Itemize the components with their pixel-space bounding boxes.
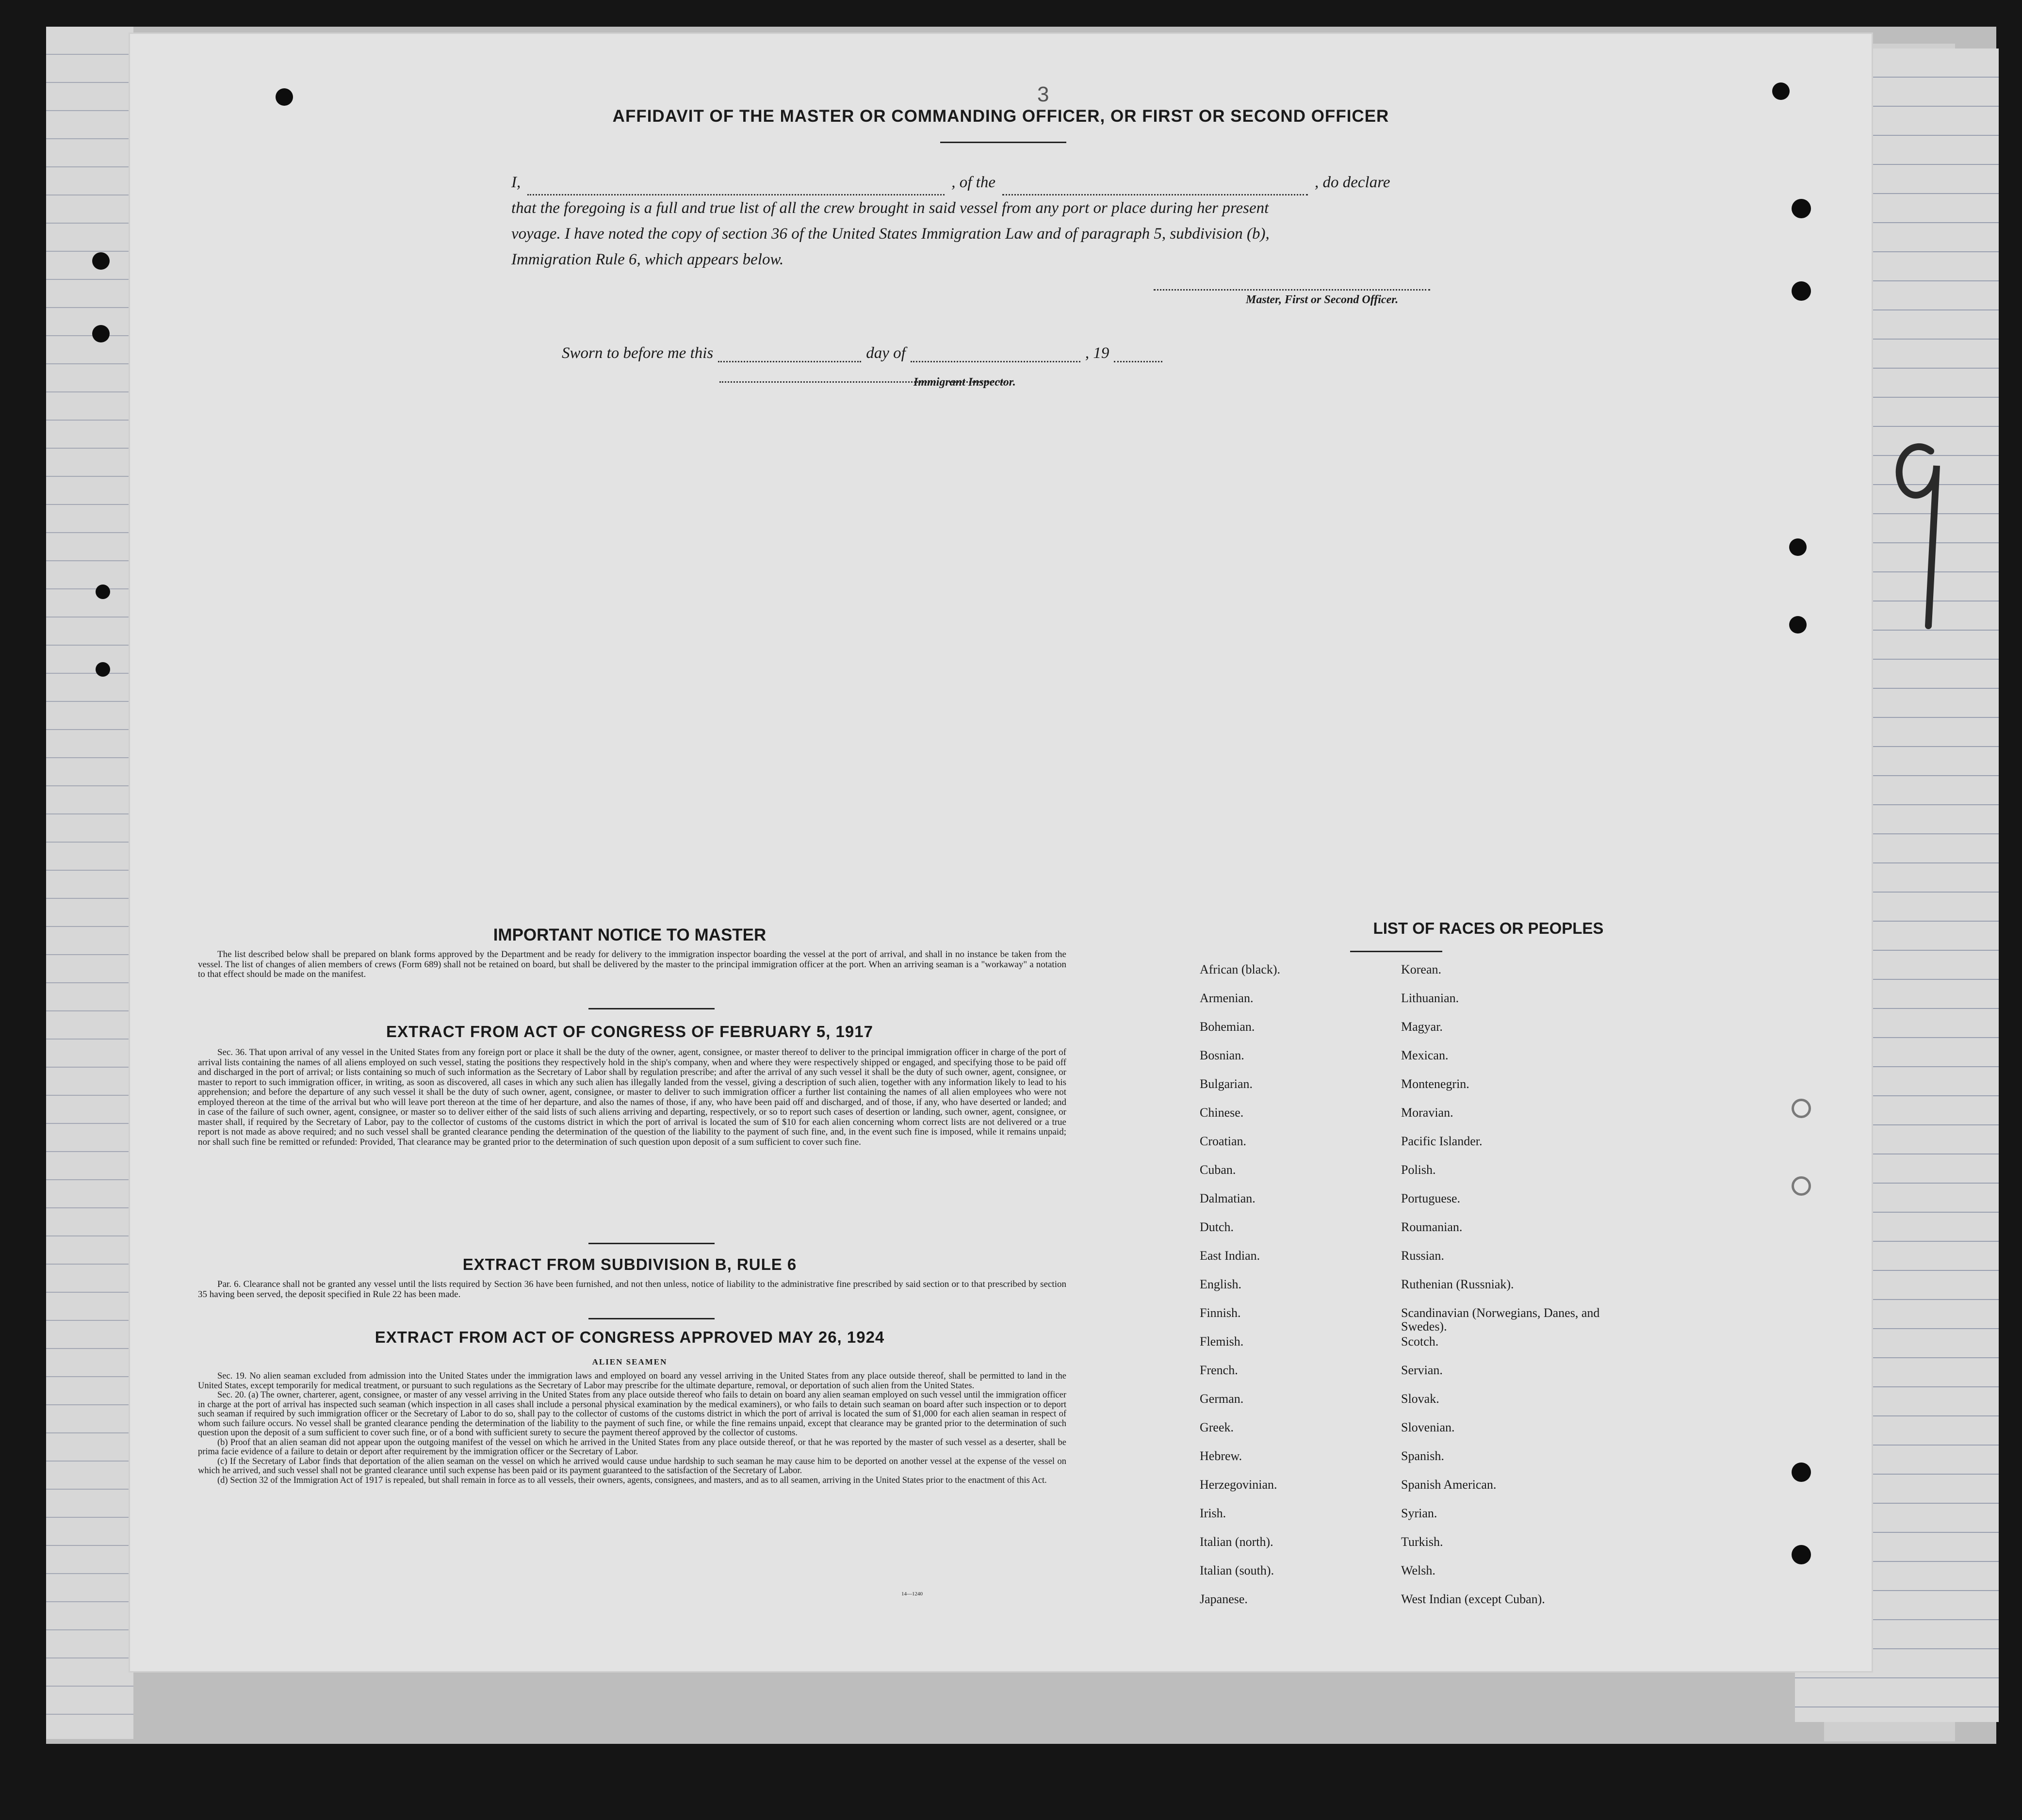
punch-hole <box>92 252 110 270</box>
extract-rule6-title: EXTRACT FROM SUBDIVISION B, RULE 6 <box>462 1255 797 1273</box>
punch-hole <box>1772 82 1790 100</box>
race-item: Hebrew. <box>1200 1449 1242 1463</box>
master-signature-label: Master, First or Second Officer. <box>1246 293 1399 306</box>
punch-hole <box>276 88 293 106</box>
race-item: African (black). <box>1200 962 1281 976</box>
vessel-name-blank[interactable] <box>1002 179 1308 195</box>
extract-rule6-body: Par. 6. Clearance shall not be granted any vessel until the lists required by Section 36 have been furnished, and not then unless, notice of liability to the administrative fine prescribed by said section or to that prescribed by section 35 having been served, the deposit specified in Rule 22 has been made. <box>198 1279 1066 1300</box>
race-item: Greek. <box>1200 1420 1234 1434</box>
punch-hole <box>1792 1176 1811 1196</box>
sworn-month-blank[interactable] <box>911 348 1080 362</box>
race-item: Russian. <box>1401 1249 1444 1263</box>
race-item: French. <box>1200 1363 1238 1377</box>
declaration-start: I, <box>511 174 521 191</box>
extract-1924-title: EXTRACT FROM ACT OF CONGRESS APPROVED MAY 26, 1924 <box>375 1328 885 1346</box>
punch-hole <box>1789 616 1807 634</box>
inspector-label: Immigrant Inspector. <box>913 376 1016 389</box>
race-item: Italian (south). <box>1200 1563 1274 1577</box>
race-item: Bosnian. <box>1200 1048 1244 1062</box>
master-signature-blank[interactable] <box>1154 276 1430 291</box>
race-item: Croatian. <box>1200 1134 1247 1148</box>
race-item: Scandinavian (Norwegians, Danes, and Swedes). <box>1401 1306 1600 1333</box>
sworn-year: , 19 <box>1085 344 1109 362</box>
race-item: Chinese. <box>1200 1105 1244 1120</box>
race-item: Finnish. <box>1200 1306 1241 1320</box>
race-item: English. <box>1200 1277 1241 1291</box>
race-item: Spanish American. <box>1401 1478 1497 1492</box>
race-item: Japanese. <box>1200 1592 1248 1606</box>
race-item: Dutch. <box>1200 1220 1234 1234</box>
race-item: East Indian. <box>1200 1249 1260 1263</box>
race-item: Polish. <box>1401 1163 1436 1177</box>
race-item: Scotch. <box>1401 1334 1439 1349</box>
underlying-left-pages <box>46 27 133 1739</box>
affidavit-form-page <box>130 34 1872 1671</box>
extract-1924-paragraph: (d) Section 32 of the Immigration Act of 1917 is repealed, but shall remain in force as to all vessels, their owners, agents, consignees, and masters, and as to all seamen, arriving in the United States prior to the enactment of this Act. <box>217 1475 1047 1485</box>
race-item: German. <box>1200 1392 1244 1406</box>
punch-hole <box>1792 281 1811 301</box>
affidavit-declaration <box>511 170 1603 273</box>
page-mark: 3 <box>1037 82 1049 106</box>
race-item: Turkish. <box>1401 1535 1443 1549</box>
races-title: LIST OF RACES OR PEOPLES <box>1373 919 1604 937</box>
race-item: Herzegovinian. <box>1200 1478 1277 1492</box>
race-item: Slovak. <box>1401 1392 1439 1406</box>
punch-hole <box>92 325 110 342</box>
races-column-2 <box>1401 963 1634 1621</box>
section-rule <box>588 1243 715 1244</box>
extract-1924-body <box>198 1372 1066 1485</box>
race-item: Servian. <box>1401 1363 1443 1377</box>
punch-hole <box>1789 538 1807 556</box>
races-column-1 <box>1200 963 1384 1621</box>
officer-name-blank[interactable] <box>527 179 945 195</box>
race-item: Lithuanian. <box>1401 991 1459 1005</box>
notice-title: IMPORTANT NOTICE TO MASTER <box>493 926 766 944</box>
punch-hole <box>96 585 110 599</box>
section-rule <box>588 1318 715 1319</box>
extract-1917-title: EXTRACT FROM ACT OF CONGRESS OF FEBRUARY 5, 1917 <box>386 1023 873 1040</box>
race-item: Spanish. <box>1401 1449 1444 1463</box>
races-rule <box>1350 951 1442 952</box>
declaration-line-4: Immigration Rule 6, which appears below. <box>511 251 784 268</box>
affidavit-title: AFFIDAVIT OF THE MASTER OR COMMANDING OFFICER, OR FIRST OR SECOND OFFICER <box>612 107 1389 126</box>
sworn-day-of: day of <box>866 344 906 362</box>
punch-hole <box>96 662 110 677</box>
race-item: Irish. <box>1200 1506 1226 1520</box>
race-item: Welsh. <box>1401 1563 1435 1577</box>
race-item: Armenian. <box>1200 991 1254 1005</box>
extract-1917-body: Sec. 36. That upon arrival of any vessel in the United States from any foreign port or place it shall be the duty of the owner, agent, consignee, or master thereof to deliver to the principal immigration officer in charge of the port of arrival lists containing the names of all aliens employed on such vessel, stating the positions they respectively hold in the ship's company, when and where they were respectively shipped or engaged, and specifying those to be paid off and discharged in the port of arrival; or lists containing so much of such information as the Secretary of Labor shall by regulation prescribe; and after the arrival of any such vessel it shall be the duty of such owner, agent, consignee, or master to report to such immigration officer, in writing, as soon as discovered, all cases in which any such alien has illegally landed from the vessel, giving a description of such alien, together with any information likely to lead to his apprehension; and before the departure of any such vessel it shall be the duty of such owner, agent, consignee, or master to deliver to such immigration officer a further list containing the names of all alien employees who were not employed thereon at the time of the arrival but who will leave port thereon at the time of her departure, and also the names of those, if any, who have been paid off and discharged, and of those, if any, who have deserted or landed; and in case of the failure of such owner, agent, consignee, or master so to deliver either of the said lists of such aliens arriving and departing, respectively, or so to report such cases of desertion or landing, such owner, agent, consignee, or master shall, if required by the Secretary of Labor, pay to the collector of customs of the customs district in which the port of arrival is located the sum of $10 for each alien concerning whom correct lists are not delivered or a true report is not made as above required; and no such vessel shall be granted clearance pending the determination of the question of the liability to the payment of such fine, and, in the event such fine is imposed, while it remains unpaid; nor shall such fine be remitted or refunded: Provided, That clearance may be granted prior to the determination of such question upon deposit of a sum sufficient to cover such fine. <box>198 1047 1066 1147</box>
declaration-line-2: that the foregoing is a full and true list of all the crew brought in said vessel from any port or place during her present <box>511 199 1269 217</box>
race-item: Flemish. <box>1200 1334 1244 1349</box>
notice-body: The list described below shall be prepared on blank forms approved by the Department and be ready for delivery to the immigration inspector boarding the vessel at the port of arrival, and shall in no instance be taken from the vessel. The list of changes of alien members of crews (Form 689) shall not be retained on board, but shall be delivered by the master to the principal immigration officer at the port. When an arriving seaman is a "workaway" a notation to that effect should be made on the manifest. <box>198 949 1066 979</box>
race-item: Korean. <box>1401 962 1442 976</box>
punch-hole <box>1792 199 1811 218</box>
race-item: Syrian. <box>1401 1506 1437 1520</box>
race-item: Dalmatian. <box>1200 1191 1256 1205</box>
race-item: Italian (north). <box>1200 1535 1273 1549</box>
race-item: Roumanian. <box>1401 1220 1463 1234</box>
declaration-line <box>511 170 1603 195</box>
race-item: Portuguese. <box>1401 1191 1461 1205</box>
sworn-prefix: Sworn to before me this <box>562 344 714 362</box>
race-item: West Indian (except Cuban). <box>1401 1592 1545 1606</box>
race-item: Bohemian. <box>1200 1020 1255 1034</box>
race-item: Magyar. <box>1401 1020 1443 1034</box>
sworn-line <box>562 344 1162 362</box>
extract-1924-paragraph: Sec. 19. No alien seaman excluded from admission into the United States under the immigration laws and employed on board any vessel arriving in the United States from any place outside thereof, shall be permitted to land in the United States, except temporarily for medical treatment, or pursuant to such regulations as the Secretary of Labor may prescribe for the ultimate departure, removal, or deportation of such alien from the United States. <box>198 1371 1066 1391</box>
race-item: Montenegrin. <box>1401 1077 1469 1091</box>
extract-1924-paragraph: (b) Proof that an alien seaman did not appear upon the outgoing manifest of the vessel on which he arrived in the United States from any place outside thereof, or that he was reported by the master of such vessel as a deserter, shall be prima facie evidence of a failure to detain or deport after requirement by the immigration officer or the Secretary of Labor. <box>198 1437 1066 1457</box>
declaration-of-the: , of the <box>951 174 995 191</box>
declaration-end: , do declare <box>1314 174 1390 191</box>
title-rule <box>940 142 1066 143</box>
race-item: Mexican. <box>1401 1048 1449 1062</box>
race-item: Ruthenian (Russniak). <box>1401 1277 1514 1291</box>
race-item: Moravian. <box>1401 1105 1453 1120</box>
sworn-day-blank[interactable] <box>718 348 861 362</box>
punch-hole <box>1792 1099 1811 1118</box>
race-item: Bulgarian. <box>1200 1077 1253 1091</box>
extract-1924-paragraph: (c) If the Secretary of Labor finds that deportation of the alien seaman on the vessel on which he arrived would cause undue hardship to such seaman he may cause him to be deported on another vessel at the expense of the vessel on which he arrived, and such vessel shall not be granted clearance until such expense has been paid or its payment guaranteed to the satisfaction of the Secretary of Labor. <box>198 1456 1066 1476</box>
punch-hole <box>1792 1545 1811 1564</box>
handwritten-number-9 <box>1882 432 1960 635</box>
sworn-year-blank[interactable] <box>1114 348 1162 362</box>
race-item: Pacific Islander. <box>1401 1134 1483 1148</box>
form-number: 14—1240 <box>901 1591 923 1597</box>
extract-1924-paragraph: Sec. 20. (a) The owner, charterer, agent, consignee, or master of any vessel arriving in the United States from any place outside thereof who fails to detain on board any alien seaman employed on such vessel until the immigration officer in charge at the port of arrival has inspected such seaman (which inspection in all cases shall include a personal physical examination by the medical examiners), or who fails to detain such seaman on board after such inspection or to deport such seaman if required by such immigration officer or the Secretary of Labor to do so, shall pay to the collector of customs of the customs district in which the port of arrival is located the sum of $1,000 for each alien seaman in respect of whom such failure occurs. No vessel shall be granted clearance pending the determination of the liability to the payment of such fine, or while the fine remains unpaid, except that clearance may be granted prior to the determination of such question upon the deposit of a sum sufficient to cover such fine, or of a bond with sufficient surety to secure the payment thereof approved by the collector of customs. <box>198 1390 1066 1438</box>
race-item: Cuban. <box>1200 1163 1236 1177</box>
section-rule <box>588 1008 715 1009</box>
extract-1924-subtitle: ALIEN SEAMEN <box>592 1357 668 1366</box>
race-item: Slovenian. <box>1401 1420 1455 1434</box>
punch-hole <box>1792 1462 1811 1482</box>
declaration-line-3: voyage. I have noted the copy of section 36 of the United States Immigration Law and of paragraph 5, subdivision (b), <box>511 225 1270 243</box>
